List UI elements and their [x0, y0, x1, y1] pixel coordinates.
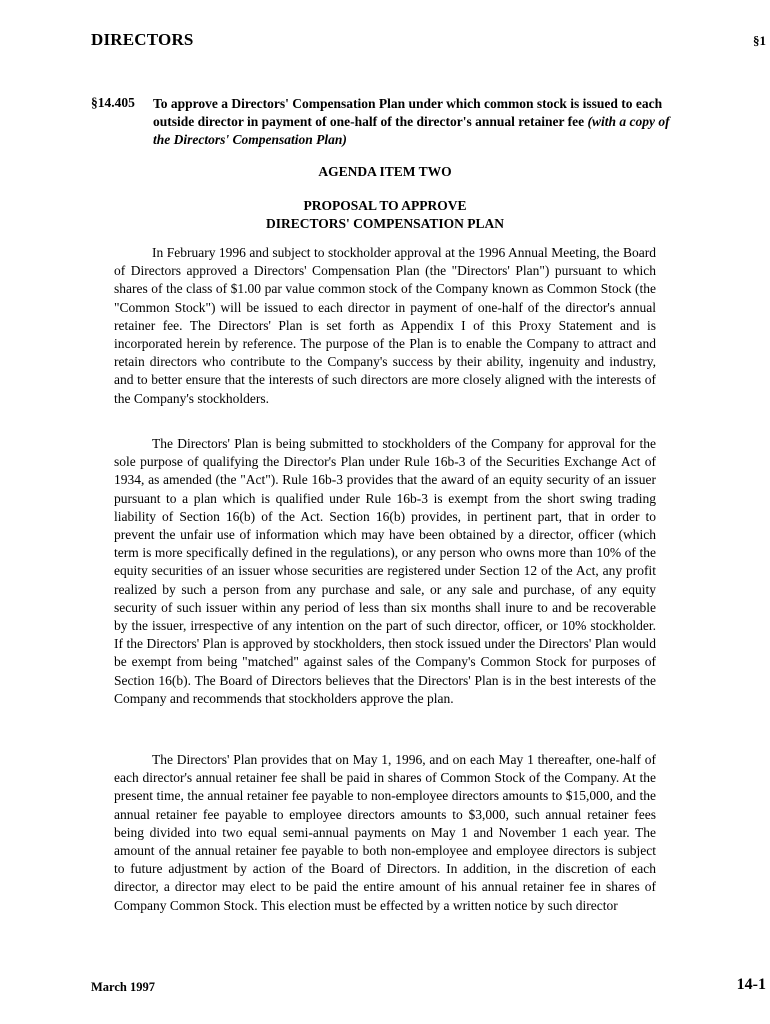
body-paragraph: In February 1996 and subject to stockholder approval at the 1996 Annual Meeting, the Board of Directors approved a Directors' Compensation Plan (the "Directors' Plan") pursuant to which shares of the class of $1.00 par value common stock of the Company known as Common Stock (the "Common Stock") will be issued to each director in payment of one-half of the director's annual retainer fee. The Directors' Plan is set forth as Appendix I of this Proxy Statement and is incorporated herein by reference. The purpose of the Plan is to enable the Company to attract and retain directors who contribute to the Company's success by their ability, ingenuity and industry, and to better ensure that the interests of such directors are more closely aligned with the interests of the Company's stockholders.: [114, 245, 656, 406]
running-header-title: DIRECTORS: [91, 30, 194, 49]
proposal-heading: [114, 197, 656, 233]
body-paragraph: The Directors' Plan is being submitted to stockholders of the Company for approval for the sole purpose of qualifying the Director's Plan under Rule 16b-3 of the Securities Exchange Act of 1934, as amended (the "Act"). Rule 16b-3 provides that the award of an equity security of an issuer pursuant to a plan which is qualified under Rule 16b-3 is exempt from the short swing trading liability of Section 16(b) of the Act. Section 16(b) provides, in pertinent part, that in order to prevent the unfair use of information which may have been obtained by a director, officer (which term is more specifically defined in the regulations), or any person who owns more than 10% of the equity securities of an issuer whose securities are registered under Section 12 of the Act, any profit realized by such a person from any purchase and sale, or any sale and purchase, of any equity security of such issuer within any period of less than six months shall inure to and be recoverable by the issuer, irrespective of any intention on the part of such director, officer, or 10% stockholder. If the Directors' Plan is approved by stockholders, then stock issued under the Directors' Plan would be exempt from being "matched" against sales of the Company's Common Stock for purposes of Section 16(b). The Board of Directors believes that the Directors' Plan is in the best interests of the Company and recommends that stockholders approve the plan.: [114, 436, 656, 706]
section-title: [153, 95, 683, 149]
section-title-note: (with a copy of the Directors' Compensation Plan): [153, 114, 670, 147]
agenda-item-heading: AGENDA ITEM TWO: [318, 164, 452, 179]
section-title-text: To approve a Directors' Compensation Plan under which common stock is issued to each outside director in payment of one-half of the director's annual retainer fee: [153, 96, 663, 129]
page-number: 14-1: [736, 976, 766, 993]
footer-date: March 1997: [91, 980, 155, 994]
proposal-heading-line2: DIRECTORS' COMPENSATION PLAN: [265, 216, 505, 231]
body-paragraph: The Directors' Plan provides that on May 1, 1996, and on each May 1 thereafter, one-half of each director's annual retainer fee shall be paid in shares of Common Stock of the Company. At the present time, the annual retainer fee payable to non-employee directors amounts to $15,000, and the annual retainer fee payable to employee directors amounts to $3,000, such annual retainer fees being divided into two equal semi-annual payments on May 1 and November 1 each year. The amount of the annual retainer fee payable to both non-employee and employee directors is subject to future adjustment by action of the Board of Directors. In addition, in the discretion of each director, a director may elect to be paid the entire amount of his annual retainer fee in shares of Company Common Stock. This election must be effected by a written notice by such director: [114, 752, 656, 913]
proposal-heading-line1: PROPOSAL TO APPROVE: [303, 198, 467, 213]
running-header-section: §1: [753, 33, 766, 48]
section-number: §14.405: [91, 95, 135, 110]
